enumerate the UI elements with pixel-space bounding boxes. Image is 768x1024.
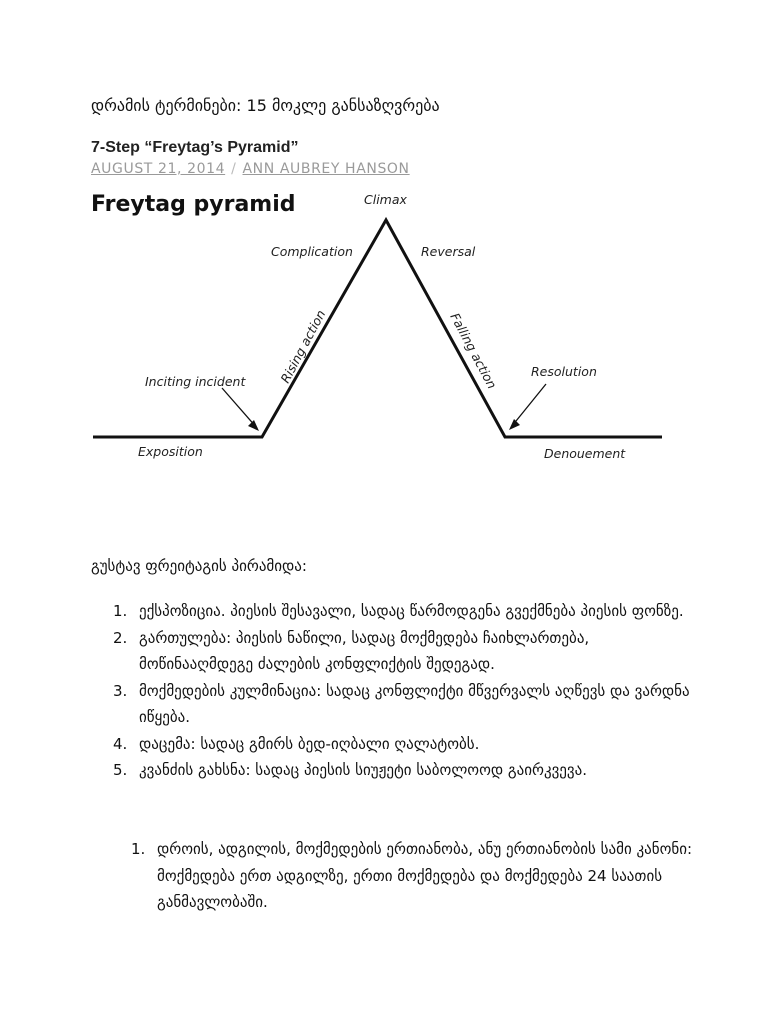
pyramid-steps-list xyxy=(113,598,699,784)
label-resolution: Resolution xyxy=(531,364,597,379)
inciting-arrowhead xyxy=(248,420,259,431)
post-title[interactable]: 7-Step “Freytag’s Pyramid” xyxy=(91,139,299,156)
list-item: 4. დაცემა: სადაც გმირს ბედ-იღბალი ღალატობს. xyxy=(113,734,480,753)
list-item: 2. გართულება: პიესის ნაწილი, სადაც მოქმედება ჩაიხლართება, მოწინააღმდეგე ძალების კონფლიქტის შედეგად. xyxy=(113,628,590,673)
unities-list xyxy=(131,836,717,916)
post-meta xyxy=(91,161,410,177)
pyramid-line xyxy=(93,220,662,437)
resolution-arrowhead xyxy=(509,419,520,430)
page-heading: დრამის ტერმინები: 15 მოკლე განსაზღვრება xyxy=(91,96,440,115)
list-item: 1. დროის, ადგილის, მოქმედების ერთიანობა, ანუ ერთიანობის სამი კანონი: მოქმედება ერთ ადგილზე, ერთი მოქმედება და მოქმედება 24 საათის განმავლობაში. xyxy=(131,840,693,911)
label-complication: Complication xyxy=(271,244,353,259)
label-rising-action: Rising action xyxy=(277,307,329,386)
label-climax: Climax xyxy=(364,192,407,207)
label-falling-action: Falling action xyxy=(447,310,500,392)
diagram-title: Freytag pyramid xyxy=(91,192,296,217)
inciting-arrow xyxy=(222,388,257,428)
label-denouement: Denouement xyxy=(544,446,626,461)
intro-text: გუსტავ ფრეიტაგის პირამიდა: xyxy=(91,557,307,575)
list-item: 1. ექსპოზიცია. პიესის შესავალი, სადაც წარმოდგენა გვექმნება პიესის ფონზე. xyxy=(113,602,684,620)
post-author-link[interactable]: ANN AUBREY HANSON xyxy=(242,161,410,177)
label-reversal: Reversal xyxy=(421,244,476,259)
list-item: 5. კვანძის გახსნა: სადაც პიესის სიუჟეტი საბოლოოდ გაირკვევა. xyxy=(113,761,588,779)
post-date-link[interactable]: AUGUST 21, 2014 xyxy=(91,161,226,177)
meta-separator: / xyxy=(231,161,237,177)
list-item: 3. მოქმედების კულმინაცია: სადაც კონფლიქტი მწვერვალს აღწევს და ვარდნა იწყება. xyxy=(113,681,690,726)
label-inciting-incident: Inciting incident xyxy=(145,374,246,389)
resolution-arrow xyxy=(512,384,546,426)
freytag-pyramid-diagram xyxy=(0,180,768,480)
label-exposition: Exposition xyxy=(138,444,203,459)
